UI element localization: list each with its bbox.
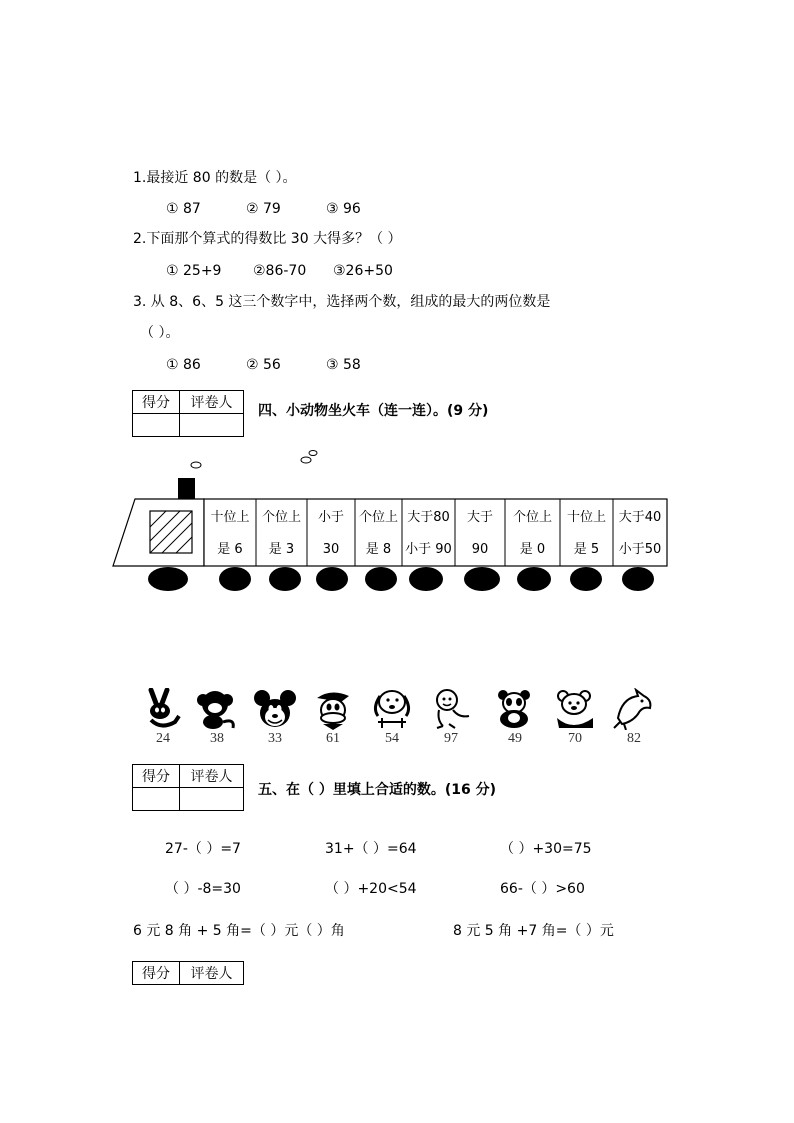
fill-blank-equation[interactable]: （ ）+30=75	[500, 841, 592, 857]
score-box	[132, 764, 244, 811]
mouse-icon[interactable]	[253, 688, 297, 730]
smoke-puff	[309, 451, 317, 456]
question-3-stem-cont: （ ）。	[140, 325, 180, 341]
question-1-option-2: ② 79	[246, 201, 281, 217]
section-4-title: 四、小动物坐火车（连一连）。(9 分)	[258, 403, 489, 419]
grader-cell[interactable]	[180, 788, 244, 811]
grader-cell[interactable]	[180, 414, 244, 437]
train-wheel	[622, 567, 654, 591]
train-car-2[interactable]: 个位上 是 3	[261, 510, 301, 557]
train-wheel	[464, 567, 500, 591]
grader-label: 评卷人	[180, 765, 244, 788]
score-label: 得分	[133, 962, 180, 985]
question-2-stem: 2.下面那个算式的得数比 30 大得多？（ ）	[133, 231, 402, 247]
train-wheel	[316, 567, 348, 591]
grader-label: 评卷人	[180, 391, 244, 414]
animal-number: 49	[508, 731, 522, 746]
train-wheel	[517, 567, 551, 591]
train-car-7[interactable]: 个位上 是 0	[512, 510, 552, 557]
question-3-option-3: ③ 58	[326, 357, 361, 373]
animal-number: 33	[268, 731, 282, 746]
score-cell[interactable]	[133, 414, 180, 437]
question-2-option-1: ① 25+9	[166, 263, 222, 279]
train-wheel	[148, 567, 188, 591]
train-wheel	[365, 567, 397, 591]
question-2-option-3: ③26+50	[333, 263, 393, 279]
monkey-icon[interactable]	[195, 688, 239, 730]
animal-number: 38	[210, 731, 224, 746]
score-label: 得分	[133, 765, 180, 788]
rabbit-icon[interactable]	[141, 688, 185, 730]
fill-blank-equation[interactable]: （ ）-8=30	[165, 881, 241, 897]
question-1-option-1: ① 87	[166, 201, 201, 217]
monkey2-icon[interactable]	[429, 688, 473, 730]
train-car-5[interactable]: 大于80 小于 90	[405, 510, 452, 557]
train-car-6[interactable]: 大于 90	[466, 510, 493, 557]
train-car-4[interactable]: 个位上 是 8	[358, 510, 398, 557]
smoke-puff	[191, 462, 201, 468]
train-wheel	[219, 567, 251, 591]
score-box	[132, 961, 244, 985]
question-1-option-3: ③ 96	[326, 201, 361, 217]
fill-blank-money[interactable]: 8 元 5 角 +7 角=（ ）元	[453, 923, 614, 939]
question-3-stem: 3. 从 8、6、5 这三个数字中，选择两个数，组成的最大的两位数是	[133, 294, 551, 310]
fill-blank-equation[interactable]: 66-（ ）>60	[500, 881, 585, 897]
smoke-puff	[301, 457, 311, 463]
score-label: 得分	[133, 391, 180, 414]
fill-blank-equation[interactable]: 31+（ ）=64	[325, 841, 417, 857]
animal-number: 54	[385, 731, 399, 746]
train-car-3[interactable]: 小于 30	[317, 510, 344, 557]
dog-icon[interactable]	[370, 688, 414, 730]
panda-icon[interactable]	[493, 688, 537, 730]
duck-icon[interactable]	[311, 688, 355, 730]
dolphin-icon[interactable]	[612, 688, 656, 730]
section-5-title: 五、在（ ）里填上合适的数。(16 分)	[258, 782, 497, 798]
question-3-option-1: ① 86	[166, 357, 201, 373]
score-cell[interactable]	[133, 788, 180, 811]
animal-number: 97	[444, 731, 458, 746]
animal-number: 70	[568, 731, 582, 746]
train-wheel	[570, 567, 602, 591]
train-car-9[interactable]: 大于40 小于50	[618, 510, 662, 557]
score-box	[132, 390, 244, 437]
train-wheel	[409, 567, 443, 591]
train-car-1[interactable]: 十位上 是 6	[210, 510, 250, 557]
fill-blank-equation[interactable]: 27-（ ）=7	[165, 841, 241, 857]
animal-number: 24	[156, 731, 170, 746]
train-chimney	[178, 478, 195, 499]
question-1-stem: 1.最接近 80 的数是（ ）。	[133, 170, 297, 186]
train-wheel	[269, 567, 301, 591]
train-car-8[interactable]: 十位上 是 5	[566, 510, 606, 557]
animal-number: 61	[326, 731, 340, 746]
question-2-option-2: ②86-70	[253, 263, 307, 279]
fill-blank-equation[interactable]: （ ）+20<54	[325, 881, 417, 897]
question-3-option-2: ② 56	[246, 357, 281, 373]
animal-number: 82	[627, 731, 641, 746]
grader-label: 评卷人	[180, 962, 244, 985]
fill-blank-money[interactable]: 6 元 8 角 + 5 角=（ ）元（ ）角	[133, 923, 345, 939]
bear-icon[interactable]	[553, 688, 597, 730]
